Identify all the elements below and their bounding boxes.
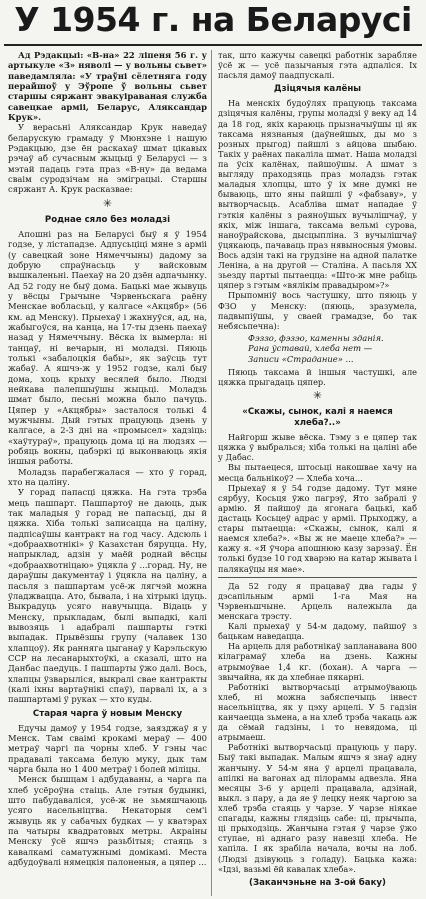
paragraph: Работнікі вытворчасьці працуюць у пару. Быў такі выпадак. Малым яшчэ я знаў адну жанчыну. У 54-м яна ў арцелі працавала, апілкі на вагонах ад пілорамы адвезла. Яна месяцы 3-6 у арцелі працавала, адзінай, выкл. з пару, а да яе ў лецку неяк чаргою за хлеб трэба стаяць у чарзе. У чарзе ніякае спагады, кажны глядзіць сабе: ці, прычыпа, ці прыходзіць. Жанчына гэтая ў чарзе ўжо ступае, ні аднаго разу навезці хлеба. Не хапіла. І як зрабіла начала, вочы на лоб. (Людзі дзівуюць з голаду). Бацька кажа: «Ідзі, вазьмі ёй кавалак хлеба». (218, 742, 417, 874)
column-separator (211, 50, 212, 896)
paragraph: Моладзь парабегжалася — хто ў горад, хто на цаліну. (8, 466, 207, 488)
page-headline: У 1954 г. на Беларусі (14, 0, 412, 39)
paragraph: Апошні раз на Беларусі быў я ў 1954 годзе, у лістападзе. Адпусьціці мяне з арміі (у савецкай зоне Нямеччыны) дадому за добрую спраўнасьць у вайсковым вышкаленьні. Паехаў на 20 дзён адпачынку. Ад 52 году не быў дома. Бацькі мае жывуць у вёсцы Грычыне Чэрвеньскага раёну Менскае вобласьці, у калгасе «Акцябр» (56 км. ад Менску). Прыехаў і жахнуўся, ад, на, жабыгоўся, на канца, на 17-ты дзень паехаў назад у Нямеччыну. Вёска іх вымерла: ні танцаў, ні вечарын, ні моладзі. Пяюць толькі «забалоцкія бабы», як заўсць тут жабаў. А яшчэ-ж у 1952 годзе, калі быў дома, хоць крыху весялей было. Людзі нейкава палепшыўшы жыцьці. Моладзь шмат было, песьні можна было пачуць. Цяпер у «Акцябры» засталося толькі 4 мужчыны. Дый гэтых працуюць дзень у калгасе, а 2-3 дні на «промысел» хадзіць: «хаўтураў», працуюць дома ці на людзях — робяць вокны, цабэркі ці выконваюць якія іншыя работы. (8, 228, 207, 467)
section-heading: Дзіцячыя калёны (273, 84, 362, 95)
paragraph: Менск бышцам і адбудаваны, а чарга па хлеб усёроўна стаіць. Але гэтыя будынкі, што пабудаваліся, усё-ж не зьмяшчаюць усяго насельніцтва. Некаторыя сем'і жывуць як у сабачых будках — у кватэрах па чатыры квадратовых метры. Акраіны Менску ўсё яшчэ разьбітыя; стаяць з кавалкамі саматужнымі домікамі. Места адбудоўвалі нямецкія палоненыя, а цяпер ... (8, 774, 207, 868)
poem-line: Фэззо, фэзэо, каменны зданія. (248, 332, 384, 343)
section-rule (218, 577, 417, 578)
paragraph: У горад папасці цяжка. На гэта трэба мець пашпарт. Пашпартоў не даюць, дык так маладыя ў горад не папасьці, ды й цяжка. Хіба толькі записацца на цаліну, падпісаўшы кантракт на год часу. Адсюль і «добраахвотнікі» ў Казахстан бяруцца. Ну, напрыклад, адзін у маёй роднай вёсцы «добраахвотніцаю» ўцякла ў ...горад. Ну, не дараўшы дакументаў і ўцякла на цаліну, а пасьля з пашпартам усё-ж лягчэй можна ўладжвацца. Ато, бывала, і на хітрыкі ідуць. Выкрадуць усяго навучыцца. Відаць у Менску, прыкладам, былі выпадкі, калі вывозяць і адабралі пашпарты гэткі выпадак. Прывёзшы групу (чалавек 130 хлапцоў). Як ранняга цыганаў у Карэльскую ССР на лесанарыхтоўкі, а сказалі, што на Данбас паедуць. І пашпарты ўжо далі. Вось, хлапцы ўзварыліся, выкралі свае кантракты (калі іхны вартаўнікі спаў), парвалі іх, а з пашпартамі ў руках — хто куды. (8, 487, 207, 705)
editor-text: «В-на» 22 ліпеня 56 г. у артыкуле «З» няволі — у вольны сьвет» паведамляла: «У траўні сёлетняга году перайшоў у Эўропе ў вольны сьвет старшы сяржант эвакуіраваная служба савецкае арміі, Беларус, Аляксандар Крук». (8, 50, 207, 123)
section-heading: Старая чарга ў новым Менску (32, 708, 183, 719)
paragraph: так, што кажучы савецкі работнік зарабляе ўсё ж — усё пазычаныя гэта адпаліся. Іх пасьля дамоў паадпускалі. (218, 50, 417, 81)
paragraph: Найгорш жыве вёска. Тэму з е цяпер так цяжка ў выбралься; хіба толькі на цаліні абе у Дабас. (218, 432, 417, 463)
section-heading: Роднае сяло без моладзі (44, 214, 171, 225)
editor-note (8, 50, 207, 122)
paragraph: Пяюць таксама й іншыя частушкі, але цяжка прыгадаць цяпер. (218, 366, 417, 387)
paragraph: У верасьні Аляксандар Крук наведаў беларускую грамаду ў Мюнхэне і нашую Рэдакцыю, дзе ён раскахаў шмат цікавых рэчаў аб сучасным жыцьці ў Беларусі — з мэтай падаць гэта праз «В-ну» да ведама сваім суродзічам на эміграцыі. Старшы сяржант А. Крук расказвае: (8, 122, 207, 195)
star-divider-icon: ✳ (312, 389, 323, 403)
star-divider-icon: ✳ (102, 196, 113, 210)
poem-verse (248, 333, 417, 364)
poem-line: Рана ўставай, хлеба нет — (248, 343, 373, 354)
paragraph: Едучы дамоў у 1954 годзе, заязджаў я у Менск. Там сваімі крокамі мераў — 400 метраў чаргі па чорны хлеб. У гэны час прадавалі таксама белую муку, дык там чарга была но 1 400 метраў і болей міліцы. (8, 722, 207, 774)
headline-rule (4, 44, 422, 46)
paragraph: Прыпомніў вось частушку, што пяюць у ФЗО у Менску: (пяюць, зразумела, падвыпіўшы, у сваей грамадзе, бо так небясьпечна): (218, 290, 417, 331)
section-heading: «Скажы, сынок, калі я наемся хлеба?..» (242, 407, 393, 429)
paragraph: На менскіх будоўлях працуюць таксама дзіцячыя калёны, групы моладзі ў веку ад 14 да 18 год, якіх караюць прызначыўшы ці як таксама нязнаныя (даўнейшых, ды мо з розных прыгод) пайшлі з айцова шыбаю. Такіх у раёнах пакаліла шмат. Наша моладзі па ўсіх калёнах, пайшоўшы. А шмат з выгляду праходзяць праз моладзь гэтак маладыя хлопцы, што ў іх мне думкі не бываюць, што яны пайшлі ў «фабзаву», у вытворчасьць. Асабліва шмат нападае ў гэткія калёны з раяноўшых вучылішчаў, у якіх, між іншага, таксама вельмі сурова, наноўрайскова, дысцыпліна. З вучылішчаў ўцякаюць, пачаваць праз нявыносныя ўмовы. Вось адзін такі на грудзіне на адной палатке Леніна, а на другой — Сталіна. А пасьля ХХ зьезду партыі пытаецца: «Што-ж мне рабіць цяпер з гэтым «вялікім правадыром»?» (218, 98, 417, 291)
editor-label: Ад Рэдакцыі: (18, 50, 84, 60)
paragraph: Калі прыехаў у 54-м дадому, пайшоў з бацькам наведацца. (218, 621, 417, 642)
paragraph: Прыехаў я ў 54 годзе дадому. Тут мяне сярбуу, Косьця ўжо пагрэў, Ято забралі ў армію. Я пайшоў да ягонага бацькі, каб дастаць Косьцеў адрас у арміі. Прыходжу, а стары пытаецца: «Скажы, сынок, калі я наемся хлеба?». «Вы ж не маеце хлеба?» — кажу я. «Я ўчора апошнюю казу зарэзаў. Ён толькі будзе 10 год хварэю на катар жывата і палякаўцы ня мае». (218, 482, 417, 574)
paragraph: Вы пытаецеся, штосьці накошвае хачу на месца бальнікоў? — Хлеба хоча... (218, 462, 417, 483)
paragraph: Да 52 году я працаваў два гады ў дэсапільным арміі 1-га Мая на Чэрвеньшчыне. Арцель належыла да менскага трэсту. (218, 580, 417, 621)
left-column (8, 50, 207, 867)
paragraph: На арцель для работнікаў запланавана 800 кілаграмаў хлеба на дзень. Кажны атрымоўвае 1,4 кг. (бохан). А чарга — звычайна, як да хлебнае пякарні. (218, 641, 417, 682)
right-column (218, 50, 417, 892)
paragraph: Работнікі вытворчасьці атрымоўваюць хлеб, ні можна забяспечыць інвест насельніцтва, як у цэху арцелі. У 5 гадзін канчаецца зьмена, а на хлеб трэба чакаць аж да сёмай гадзіны, і то невядома, ці атрымаеш. (218, 681, 417, 743)
poem-line: Записи «Страдание» ... (248, 353, 354, 364)
continuation-note: (Заканчэньне на 3-ой баку) (249, 877, 386, 888)
